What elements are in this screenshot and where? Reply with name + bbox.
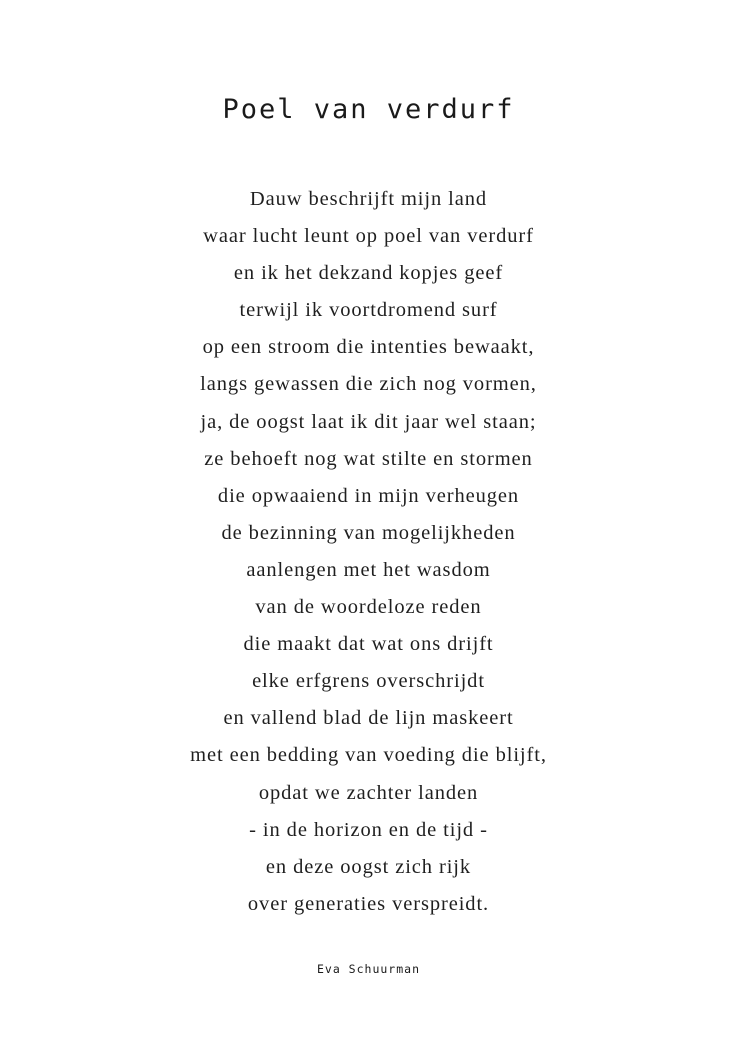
poem-line: op een stroom die intenties bewaakt, bbox=[202, 336, 535, 359]
poem-line: terwijl ik voortdromend surf bbox=[239, 299, 498, 322]
poem-line: - in de horizon en de tijd - bbox=[249, 818, 488, 841]
poem-line: opdat we zachter landen bbox=[258, 781, 479, 804]
poem-line: over generaties verspreidt. bbox=[247, 892, 490, 915]
poem-line: met een bedding van voeding die blijft, bbox=[190, 744, 547, 767]
poem-line: en deze oogst zich rijk bbox=[265, 855, 472, 878]
poem-line: waar lucht leunt op poel van verdurf bbox=[203, 225, 534, 248]
poem-line: ja, de oogst laat ik dit jaar wel staan; bbox=[200, 410, 537, 433]
poem-line: ze behoeft nog wat stilte en stormen bbox=[204, 447, 533, 470]
author-signature: Eva Schuurman bbox=[316, 962, 420, 976]
poem-line: van de woordeloze reden bbox=[255, 596, 482, 619]
poem-line: de bezinning van mogelijkheden bbox=[221, 521, 516, 544]
poem-line: aanlengen met het wasdom bbox=[246, 558, 491, 581]
poem-body bbox=[0, 181, 737, 923]
poem-line: elke erfgrens overschrijdt bbox=[252, 670, 485, 693]
poem-line: langs gewassen die zich nog vormen, bbox=[200, 373, 537, 396]
poem-line: Dauw beschrijft mijn land bbox=[249, 188, 488, 210]
poem-title: Poel van verdurf bbox=[222, 94, 515, 125]
poem-line: en ik het dekzand kopjes geef bbox=[233, 262, 504, 285]
poem-line: die maakt dat wat ons drijft bbox=[243, 633, 494, 656]
poem-line: en vallend blad de lijn maskeert bbox=[223, 707, 514, 730]
poem-line: die opwaaiend in mijn verheugen bbox=[217, 484, 520, 507]
